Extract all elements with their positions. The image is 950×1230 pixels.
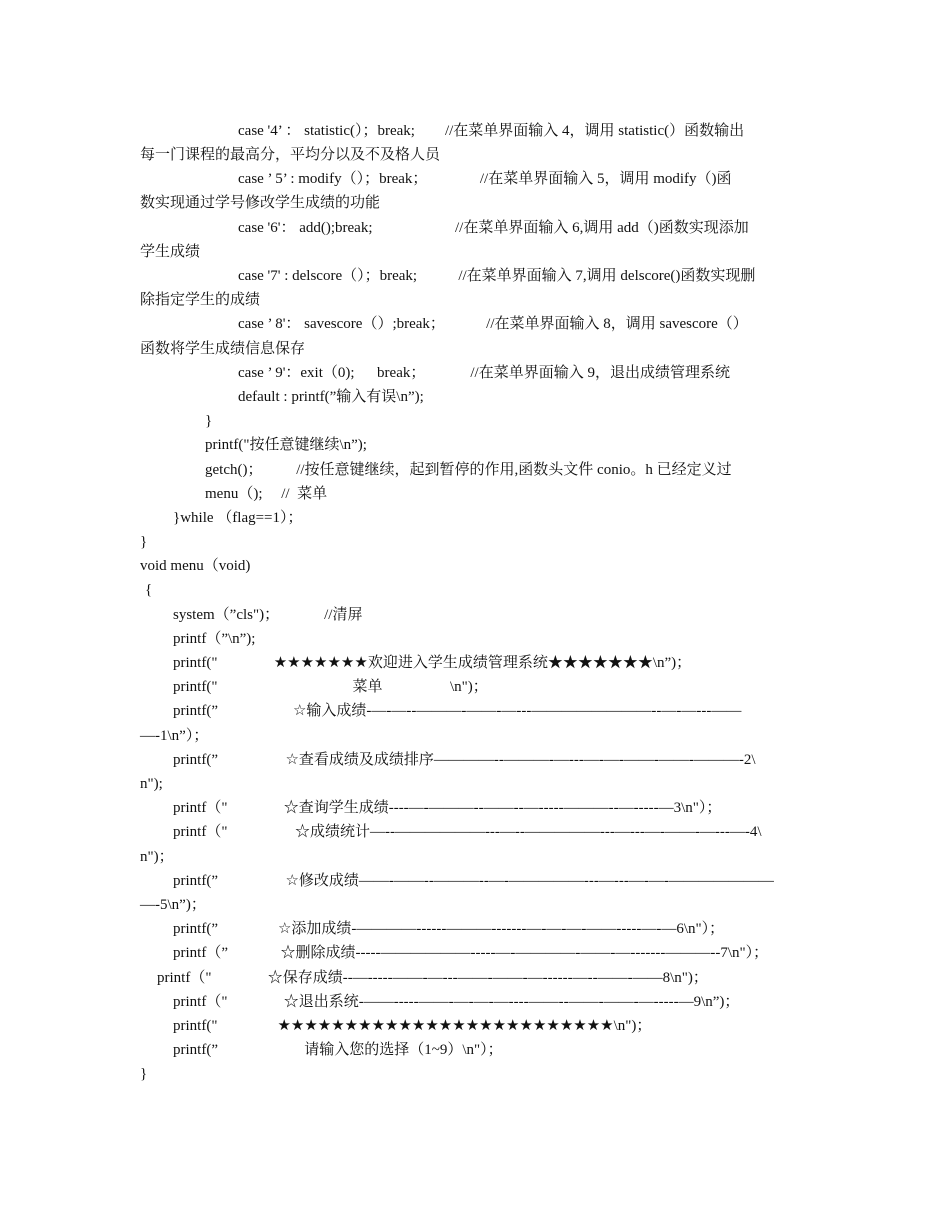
code-line: system（”cls")； //清屏 [173, 607, 363, 623]
code-line: case '4’ ： statistic(）；break; //在菜单界面输入 4，调用 statistic(）函数输出 [238, 123, 745, 139]
code-line: void menu（void) [140, 558, 251, 574]
code-line: printf（" ☆查询学生成绩----—-———--——--—-----———--—-----—3\n"）； [173, 800, 722, 816]
code-line: printf(" ★★★★★★★★★★★★★★★★★★★★★★★★★\n")； [173, 1018, 652, 1034]
comment-continuation: 除指定学生的成绩 [140, 292, 261, 308]
code-line: printf（”\n”); [173, 631, 256, 647]
code-line: case '6'： add();break; //在菜单界面输入 6,调用 add（)函数实现添加 [238, 220, 749, 236]
code-line: printf(” ☆查看成绩及成绩排序————--———-—---—-—-——-——-———-2\ [173, 752, 756, 768]
code-line: printf（" ☆成绩统计—--——————---—--—————---—---—-——-—---—-4\ [173, 824, 762, 840]
code-line: printf(" ★★★★★★★欢迎进入学生成绩管理系统★★★★★★★\n”)； [173, 655, 692, 671]
code-line: default : printf(”输入有误\n”); [238, 389, 424, 405]
code-line: } [140, 1066, 148, 1082]
code-line: printf(” ☆修改成绩——-——--———--—-—————---—---—-—-——————— [173, 873, 774, 889]
code-line: printf（" ☆退出系统-——-----——-—-—-—----——--——-——-—-----—9\n”)； [173, 994, 740, 1010]
comment-continuation: 学生成绩 [140, 244, 201, 260]
code-line: } [140, 534, 148, 550]
code-line-wrap: —-5\n”)； [140, 897, 206, 913]
code-line: }while （flag==1）； [173, 510, 303, 526]
code-line: printf(” 请输入您的选择（1~9）\n"）； [173, 1042, 503, 1058]
comment-continuation: 函数将学生成绩信息保存 [140, 341, 306, 357]
code-line: printf(” ☆添加成绩-————------———-------—-—-—-——-----—-—6\n"）； [173, 921, 725, 937]
code-line: case ’ 5’ : modify（）；break； //在菜单界面输入 5，调用 modify（)函 [238, 171, 732, 187]
comment-continuation: 数实现通过学号修改学生成绩的功能 [140, 195, 381, 211]
code-line: printf(” ☆输入成绩-—-—--———-——-—---————————--—-—---—— [173, 703, 742, 719]
code-line: menu（); // 菜单 [205, 486, 328, 502]
code-line: } [205, 413, 213, 429]
code-line: printf("按任意键继续\n”); [205, 437, 367, 453]
code-line-wrap: —-1\n”）； [140, 728, 209, 744]
code-line-wrap: n")； [140, 849, 174, 865]
code-line: { [145, 582, 153, 598]
code-line-wrap: n"); [140, 776, 163, 792]
code-line: getch()； //按任意键继续，起到暂停的作用,函数头文件 conio。h 已经定义过 [205, 462, 732, 478]
code-line: printf（" ☆保存成绩--—-----——-—---——-——-—------—--——-——8\n")； [157, 970, 708, 986]
code-line: printf(" 菜单 \n")； [173, 679, 488, 695]
comment-continuation: 每一门课程的最高分，平均分以及不及格人员 [140, 147, 441, 163]
code-line: case ’ 8'： savescore（）;break； //在菜单界面输入 8，调用 savescore（） [238, 316, 748, 332]
code-line: case ’ 9'：exit（0); break； //在菜单界面输入 9，退出成绩管理系统 [238, 365, 730, 381]
code-line: printf（” ☆删除成绩-----——————-----—-————-——-—-------———--7\n"）； [173, 945, 769, 961]
code-line: case '7' : delscore（）；break; //在菜单界面输入 7,调用 delscore()函数实现删 [238, 268, 756, 284]
